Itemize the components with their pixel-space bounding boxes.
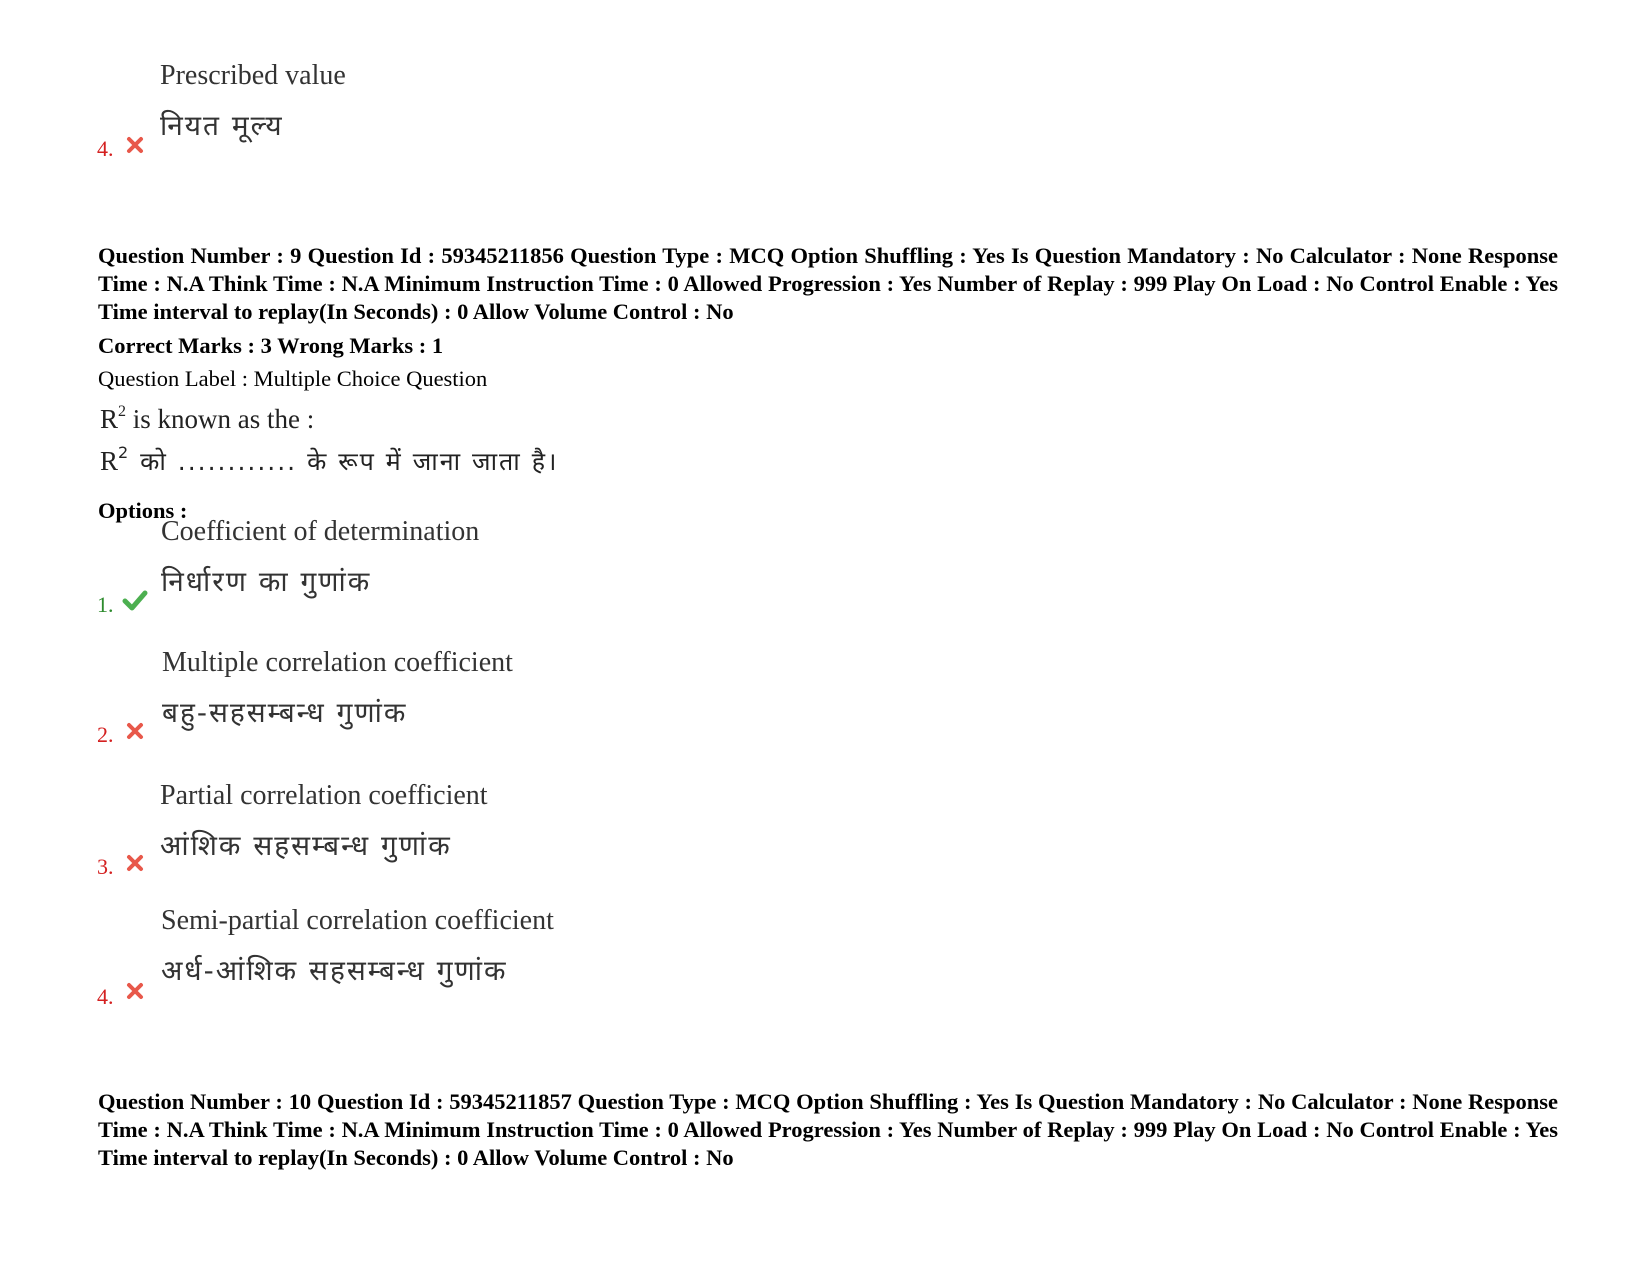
option-english-text: Partial correlation coefficient (160, 780, 488, 811)
cross-icon (124, 720, 146, 742)
question-marks: Correct Marks : 3 Wrong Marks : 1 (98, 333, 444, 358)
option-english-text: Prescribed value (160, 60, 346, 91)
cross-icon (124, 134, 146, 156)
question-label: Question Label : Multiple Choice Question (98, 366, 488, 391)
cross-icon (124, 852, 146, 874)
superscript: 2 (118, 443, 131, 462)
question-stem-hindi (100, 444, 558, 478)
r-symbol: R (100, 404, 119, 434)
option-hindi-text: अर्ध-आंशिक सहसम्बन्ध गुणांक (161, 954, 508, 987)
option-number: 4. (97, 136, 114, 161)
options-heading: Options : (98, 498, 188, 523)
option-number: 2. (97, 722, 114, 747)
r-symbol: R (100, 446, 119, 476)
option-english-text: Semi-partial correlation coefficient (161, 905, 554, 936)
option-english-text: Coefficient of determination (161, 516, 480, 547)
option-hindi-text: निर्धारण का गुणांक (161, 565, 372, 598)
option-hindi-text: नियत मूल्य (160, 109, 284, 142)
stem-english-rest: is known as the : (126, 404, 315, 434)
option-hindi-text: बहु-सहसम्बन्ध गुणांक (162, 696, 408, 729)
option-number: 4. (97, 984, 114, 1009)
question-meta: Question Number : 10 Question Id : 59345211857 Question Type : MCQ Option Shuffling : Yes Is Question Mandatory : No Calculator : None Response Time : N.A Think Time : N.A Minimum Instruction Time : 0 Allowed Progression : Yes Number of Replay : 999 Play On Load : No Control Enable : Yes Time interval to replay(In Seconds) : 0 Allow Volume Control : No (98, 1089, 1558, 1170)
option-english-text: Multiple correlation coefficient (162, 647, 513, 678)
option-number: 3. (97, 854, 114, 879)
question-meta: Question Number : 9 Question Id : 59345211856 Question Type : MCQ Option Shuffling : Yes Is Question Mandatory : No Calculator : None Response Time : N.A Think Time : N.A Minimum Instruction Time : 0 Allowed Progression : Yes Number of Replay : 999 Play On Load : No Control Enable : Yes Time interval to replay(In Seconds) : 0 Allow Volume Control : No (98, 243, 1558, 324)
superscript: 2 (118, 403, 127, 420)
option-hindi-text: आंशिक सहसम्बन्ध गुणांक (160, 829, 452, 862)
question-stem-english (100, 404, 314, 435)
check-icon (122, 588, 148, 612)
stem-hindi-rest: को ............ के रूप में जाना जाता है। (130, 447, 559, 476)
cross-icon (124, 980, 146, 1002)
option-number: 1. (97, 592, 114, 617)
